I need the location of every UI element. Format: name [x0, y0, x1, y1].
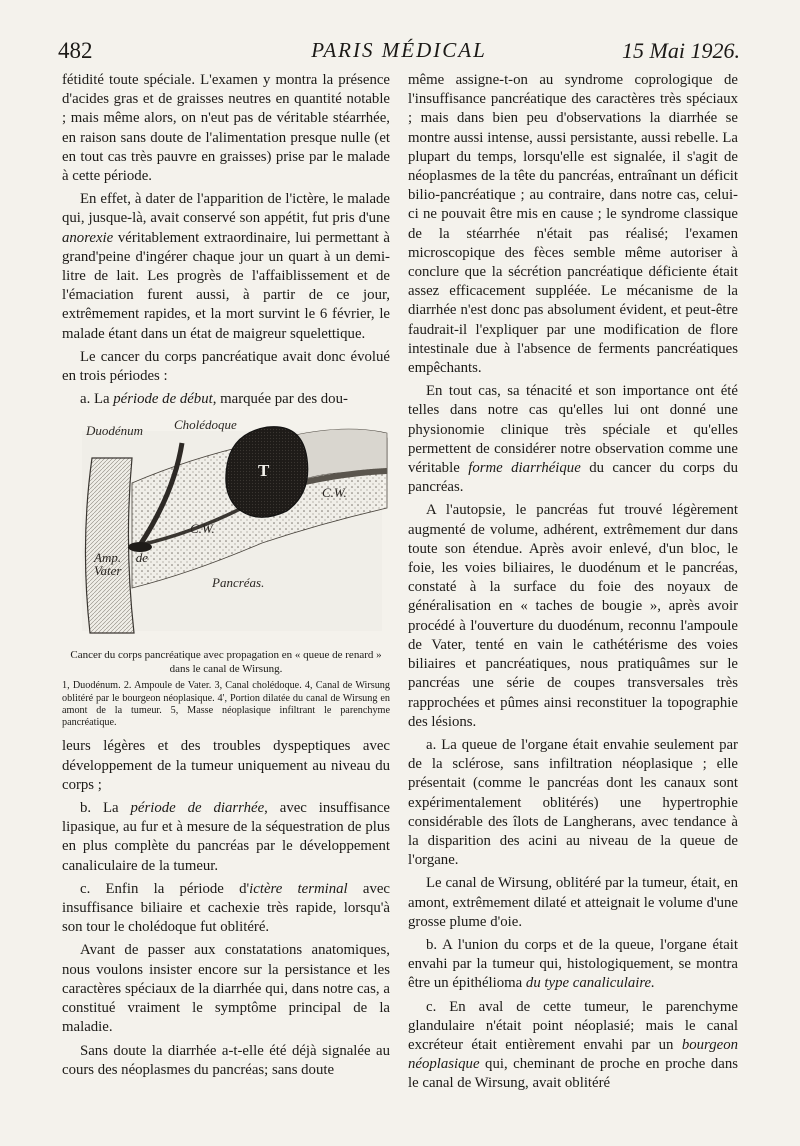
paragraph: leurs légères et des troubles dyspeptiques avec développement de la tumeur uniquement au niveau du corps ;: [62, 738, 390, 793]
paragraph: A l'autopsie, le pancréas fut trouvé légèrement augmenté de volume, adhérent, extrêmement dur dans toute son étendue. Après avoir enlevé, d'un bloc, le foie, les voies biliaires, le duodénum et le pancréas, constaté à la surface du foie des noyaux de généralisation en « taches de bougie », après avoir procédé à l'ouverture du duodénum, reconnu l'ampoule de Vater, tenté en vain le cathétérisme des voies biliaires et pancréatiques, nous pratiquâmes sur le pancréas une série de coupes transversales très rapprochées et pûmes ainsi reconstituer la topographie des lésions.: [408, 502, 738, 730]
paragraph: b. La période de diarrhée, avec insuffisance lipasique, au fur et à mesure de la séquestration de plus en plus complète du pancréas par le développement canaliculaire de la tumeur.: [62, 800, 390, 874]
label-duodenum: Duodénum: [86, 423, 144, 439]
paragraph: a. La queue de l'organe était envahie seulement par de la sclérose, sans infiltration néoplasique ; elle présentait (comme le pancréas dont les canaux sont expérimentalement oblitérés) une hypertrophie considérable des îlots de Langherans, avec tendance à la disparition des acini au niveau de la queue de l'organe.: [408, 736, 738, 869]
label-ampoule: Amp. de Vater: [94, 550, 148, 579]
paragraph: Le canal de Wirsung, oblitéré par la tumeur, était, en amont, extrêmement dilaté et atteignait le volume d'une grosse plume d'oie.: [408, 875, 738, 930]
paragraph: En effet, à dater de l'apparition de l'ictère, le malade qui, jusque-là, avait conservé son appétit, fut pris d'une anorexie véritablement extraordinaire, lui permettant à grand'peine d'ingérer chaque jour un quart à un demi-litre de lait. Les progrès de l'affaiblissement et de l'émaciation furent aussi, à partir de ce jour, extrêmement rapides, et la mort survint le 6 février, le malade étant dans un état de maigreur squelettique.: [62, 191, 390, 342]
paragraph: même assigne-t-on au syndrome coprologique de l'insuffisance pancréatique des caractères très spéciaux ; mais dans bien peu d'observations la diarrhée se montre aussi intense, aussi persistante, aussi rebelle. La plupart du temps, lorsqu'elle est signalée, il s'agit de néoplasmes de la tête du pancréas, entraînant un déficit bilio-pancréatique ; au contraire, dans notre cas, celui-ci ne pouvait être mis en cause ; le syndrome classique de la stéarrhée n'était pas réalisé; l'examen microscopique des fèces semble même autoriser à conclure que la sécrétion pancréatique déficiente était assez efficacement suppléée. Le mécanisme de la diarrhée n'est donc pas absolument évident, et peut-être faudrait-il l'expliquer par une modification de flore intestinale due à l'absence de ferments pancréatiques empêchants.: [408, 72, 738, 377]
paragraph: fétidité toute spéciale. L'examen y montra la présence d'acides gras et de graisses neutres en quantité notable ; mais même alors, on n'eut pas de véritable stéarrhée, en raison sans doute de l'alimentation presque nulle (et en tout cas très pauvre en graisses) prise par le malade à cette période.: [62, 72, 390, 185]
label-cw-downstream: C.W.: [190, 521, 215, 537]
paragraph: En tout cas, sa ténacité et son importance ont été telles dans notre cas qu'elles lui ont donné une physionomie clinique très spéciale et qu'elles permettent de considérer notre observation comme une véritable forme diarrhéique du cancer du corps du pancréas.: [408, 383, 738, 496]
paragraph: Avant de passer aux constatations anatomiques, nous voulons insister encore sur la persistance et les caractères spéciaux de la diarrhée qui, dans notre cas, a constitué vraiment le symptôme principal de la maladie.: [62, 942, 390, 1036]
issue-date: 15 Mai 1926.: [622, 38, 740, 63]
paragraph: Le cancer du corps pancréatique avait donc évolué en trois périodes :: [62, 348, 390, 385]
journal-title: PARIS MÉDICAL: [311, 38, 487, 62]
anatomical-figure: [62, 413, 390, 643]
paragraph: c. Enfin la période d'ictère terminal avec insuffisance biliaire et cachexie très rapide, lorsqu'à son tour le cholédoque fut oblitéré.: [62, 880, 390, 936]
label-cw-upstream: C.W.: [322, 485, 347, 501]
label-tumor: T: [258, 461, 270, 481]
label-pancreas: Pancréas.: [212, 575, 265, 591]
right-column: [408, 71, 738, 1098]
figure-legend: 1, Duodénum. 2. Ampoule de Vater. 3, Canal cholédoque. 4, Canal de Wirsung oblitéré par le bourgeon néoplasique. 4', Portion dilatée du canal de Wirsung en amont de la tumeur. 5, Masse néoplasique infiltrant le parenchyme pancréatique.: [62, 680, 390, 729]
paragraph: Sans doute la diarrhée a-t-elle été déjà signalée au cours des néoplasmes du pancréas; sans doute: [62, 1042, 390, 1078]
label-choledoque: Cholédoque: [174, 417, 237, 433]
figure-caption: Cancer du corps pancréatique avec propagation en « queue de renard » dans le canal de Wirsung.: [70, 649, 382, 675]
left-column: [62, 71, 390, 1084]
page-header: [58, 38, 740, 68]
paragraph: c. En aval de cette tumeur, le parenchyme glandulaire n'était point néoplasié; mais le canal excréteur était entièrement envahi par un bourgeon néoplasique qui, cheminant de proche en proche dans le canal de Wirsung, avait oblitéré: [408, 998, 738, 1092]
duodenum-shape: [85, 458, 134, 633]
paragraph: a. La période de début, marquée par des dou-: [80, 391, 348, 408]
pancreas-illustration: [62, 413, 390, 643]
paragraph: b. A l'union du corps et de la queue, l'organe était envahi par la tumeur qui, histologiquement, se montra être un épithélioma du type canaliculaire.: [408, 936, 738, 992]
page-number: 482: [58, 38, 93, 63]
